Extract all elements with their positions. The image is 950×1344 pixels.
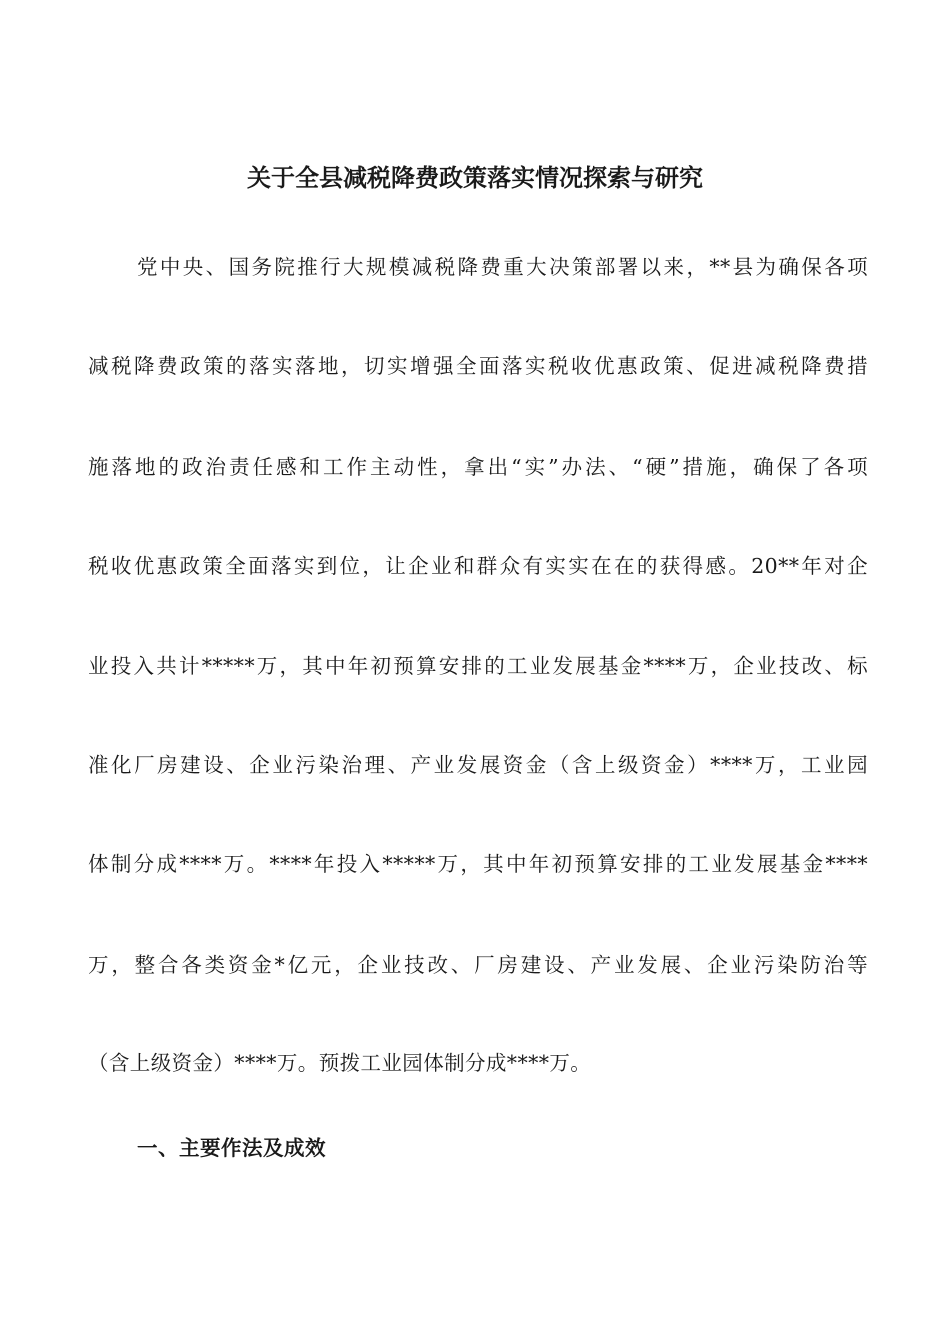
paragraph-line-7: 体制分成****万。****年投入*****万，其中年初预算安排的工业发展基金**** (88, 852, 868, 876)
section-heading: 一、主要作法及成效 (137, 1136, 326, 1160)
paragraph-line-2: 减税降费政策的落实落地，切实增强全面落实税收优惠政策、促进减税降费措 (88, 354, 868, 378)
paragraph-line-9: （含上级资金）****万。预拨工业园体制分成****万。 (88, 1051, 592, 1075)
paragraph-line-1: 党中央、国务院推行大规模减税降费重大决策部署以来，**县为确保各项 (137, 255, 868, 279)
paragraph-line-6: 准化厂房建设、企业污染治理、产业发展资金（含上级资金）****万，工业园 (88, 753, 868, 777)
paragraph-line-4: 税收优惠政策全面落实到位，让企业和群众有实实在在的获得感。20**年对企 (88, 554, 868, 578)
paragraph-line-8: 万，整合各类资金*亿元，企业技改、厂房建设、产业发展、企业污染防治等 (88, 953, 868, 977)
paragraph-line-5: 业投入共计*****万，其中年初预算安排的工业发展基金****万，企业技改、标 (88, 654, 868, 678)
document-title: 关于全县减税降费政策落实情况探索与研究 (247, 164, 703, 192)
paragraph-line-3: 施落地的政治责任感和工作主动性，拿出“实”办法、“硬”措施，确保了各项 (88, 455, 868, 479)
